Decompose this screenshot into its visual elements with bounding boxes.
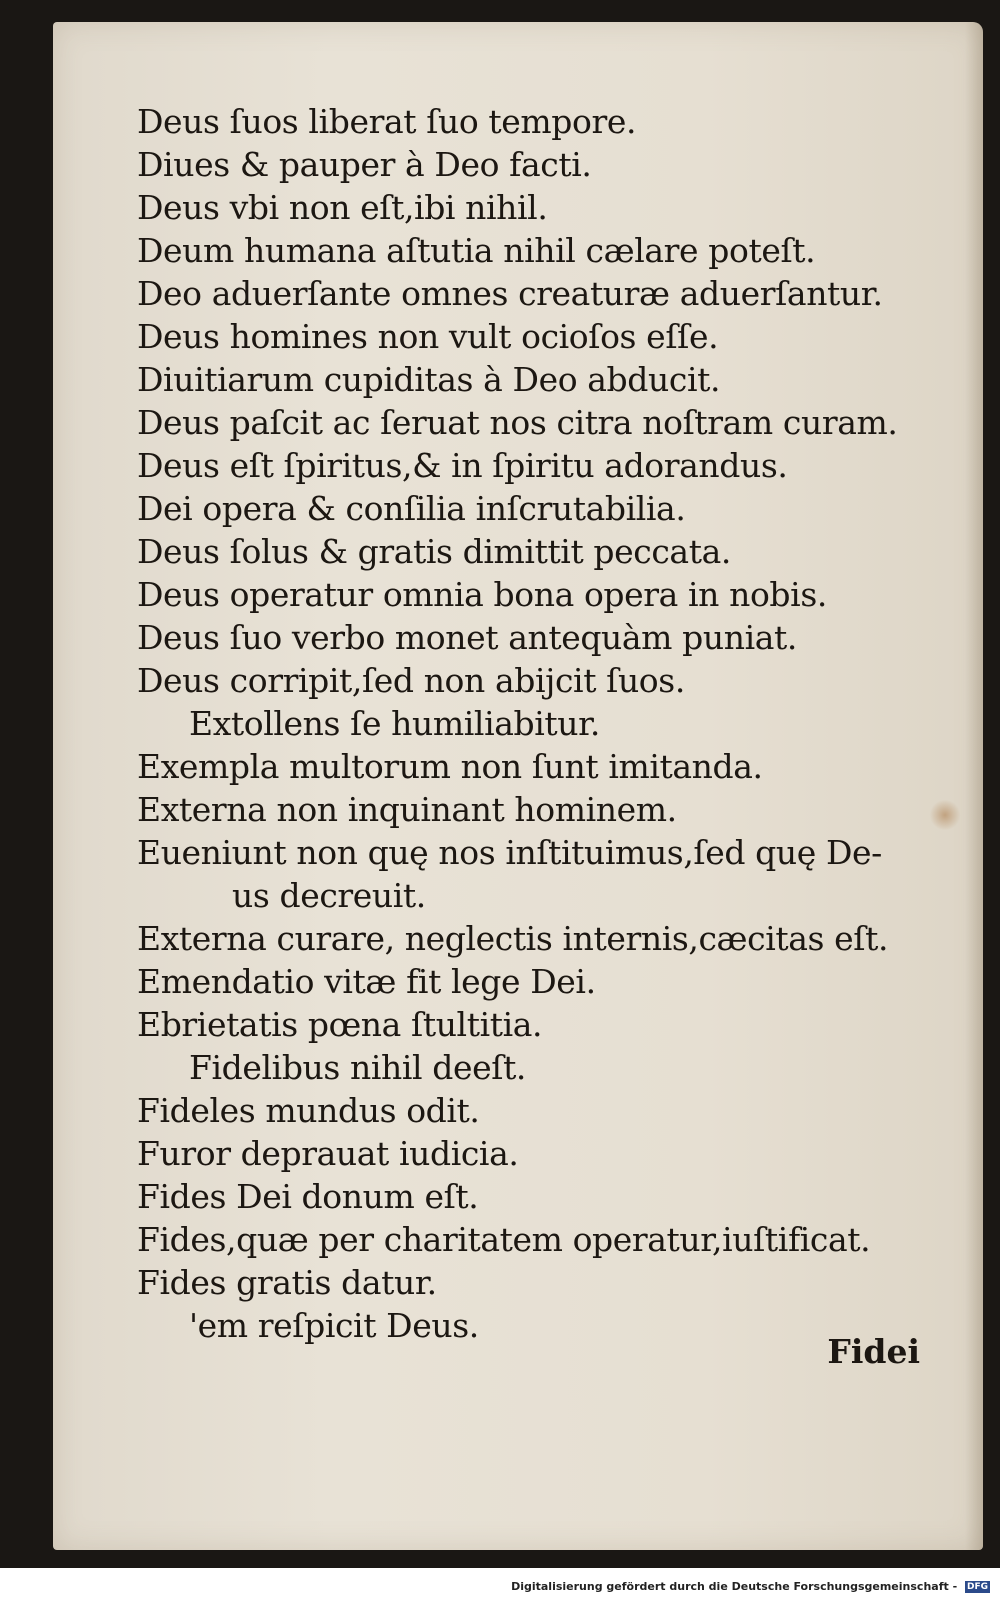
text-line: Deo aduerſante omnes creaturæ aduerſantur.: [137, 274, 883, 313]
text-line: Diues & pauper à Deo facti.: [137, 145, 592, 184]
text-line: us decreuit.: [232, 876, 426, 915]
dfg-logo: DFG: [966, 1582, 988, 1592]
text-line: Deum humana aſtutia nihil cælare poteſt.: [137, 231, 816, 270]
text-line: Ebrietatis pœna ſtultitia.: [137, 1005, 543, 1044]
text-line: Fides Dei donum eſt.: [137, 1177, 479, 1216]
digitization-credit: [511, 1580, 990, 1593]
text-line: Deus paſcit ac ſeruat nos citra noſtram curam.: [137, 403, 898, 442]
text-line: Externa curare, neglectis internis,cæcitas eſt.: [137, 919, 889, 958]
page-text: [137, 100, 927, 1347]
paper-stain: [929, 800, 961, 830]
catchword: Fidei: [827, 1332, 920, 1371]
text-line: Externa non inquinant hominem.: [137, 790, 677, 829]
text-line: Deus homines non vult ocioſos eſſe.: [137, 317, 719, 356]
text-line: Deus corripit,ſed non abijcit ſuos.: [137, 661, 685, 700]
text-line: 'em reſpicit Deus.: [189, 1306, 479, 1345]
text-line: Deus vbi non eſt,ibi nihil.: [137, 188, 548, 227]
text-line: Extollens ſe humiliabitur.: [189, 704, 600, 743]
text-line: Fides,quæ per charitatem operatur,iuſtificat.: [137, 1220, 871, 1259]
text-line: Fideles mundus odit.: [137, 1091, 480, 1130]
text-line: Exempla multorum non ſunt imitanda.: [137, 747, 763, 786]
text-line: Dei opera & conſilia inſcrutabilia.: [137, 489, 686, 528]
text-line: Deus ſuo verbo monet antequàm puniat.: [137, 618, 797, 657]
text-line: Fidelibus nihil deeſt.: [189, 1048, 527, 1087]
text-line: Furor deprauat iudicia.: [137, 1134, 519, 1173]
text-line: Emendatio vitæ fit lege Dei.: [137, 962, 596, 1001]
text-line: Deus ſuos liberat ſuo tempore.: [137, 102, 637, 141]
text-line: Fides gratis datur.: [137, 1263, 437, 1302]
text-line: Diuitiarum cupiditas à Deo abducit.: [137, 360, 721, 399]
text-line: Deus operatur omnia bona opera in nobis.: [137, 575, 827, 614]
page-edge-shadow: [965, 22, 983, 1550]
text-line: Deus ſolus & gratis dimittit peccata.: [137, 532, 731, 571]
text-line: Deus eſt ſpiritus,& in ſpiritu adorandus.: [137, 446, 788, 485]
credit-text: Digitalisierung gefördert durch die Deutsche Forschungsgemeinschaft -: [511, 1580, 958, 1593]
text-line: Eueniunt non quę nos inſtituimus,ſed quę De-: [137, 833, 882, 872]
